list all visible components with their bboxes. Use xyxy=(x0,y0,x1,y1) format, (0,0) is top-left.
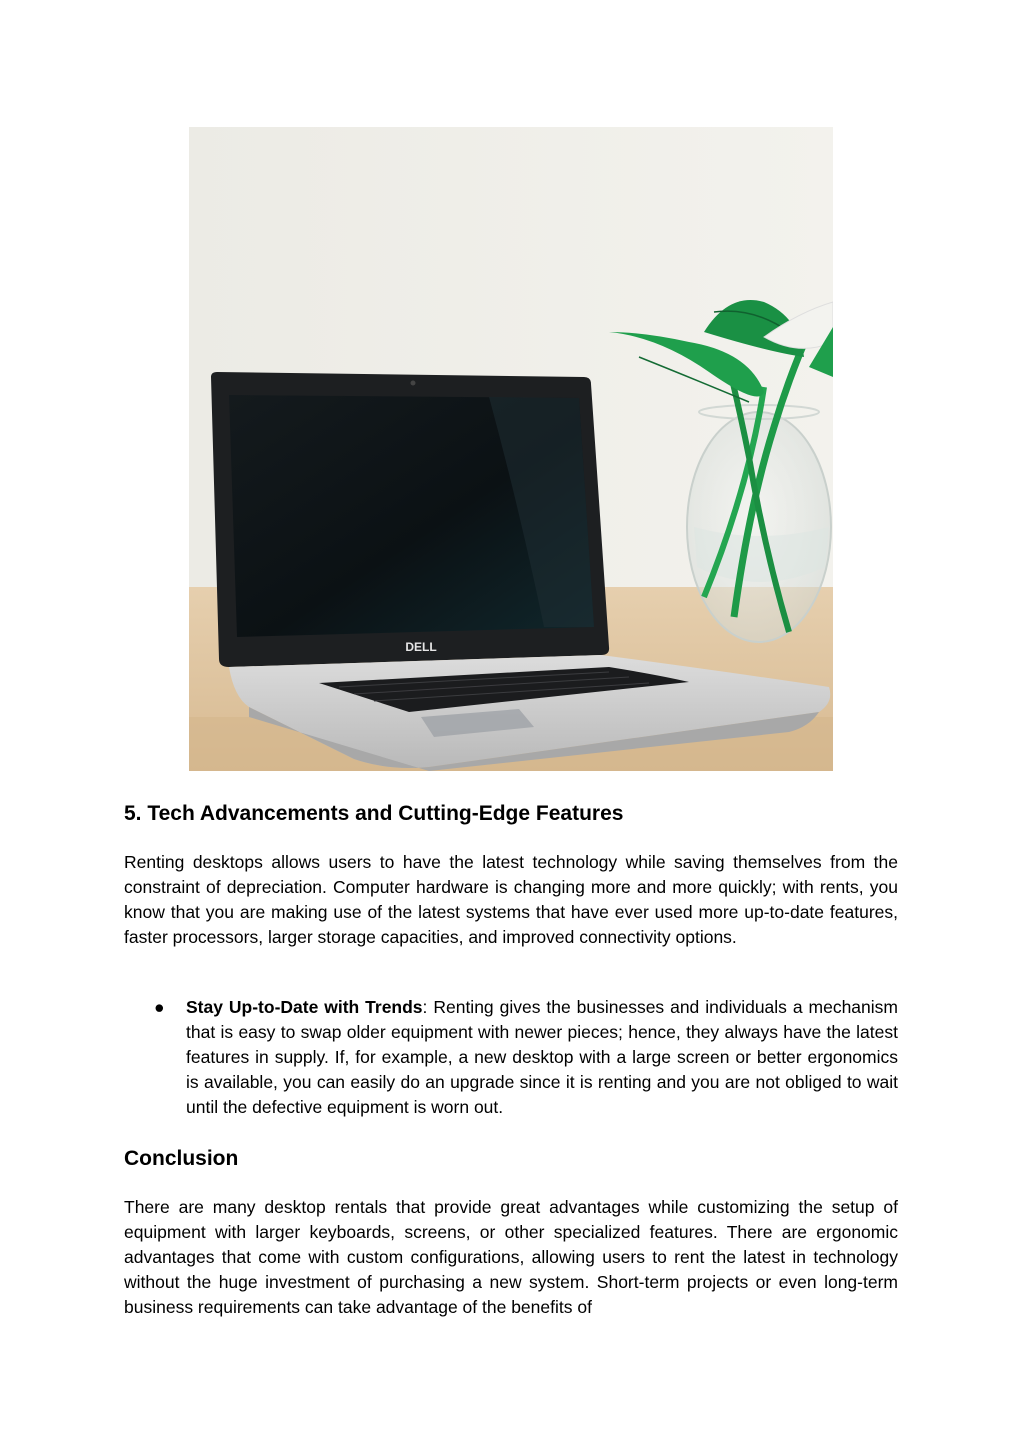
bullet-title: Stay Up-to-Date with Trends xyxy=(186,997,423,1017)
laptop-logo: DELL xyxy=(405,640,437,654)
bullet-separator: : xyxy=(422,997,428,1017)
laptop-with-plant-photo xyxy=(189,127,833,771)
bullet-text xyxy=(186,995,898,1120)
bullet-icon: ● xyxy=(154,997,165,1017)
section-heading: 5. Tech Advancements and Cutting-Edge Features xyxy=(124,802,624,825)
bullet-body: Renting gives the businesses and individuals a mechanism that is easy to swap older equipment with newer pieces; hence, they always have the latest features in supply. If, for example, a new desktop with a large screen or better ergonomics is available, you can easily do an upgrade since it is renting and you are not obliged to wait until the defective equipment is worn out. xyxy=(186,997,898,1117)
list-item xyxy=(124,995,898,1120)
conclusion-paragraph: There are many desktop rentals that provide great advantages while customizing the setup of equipment with larger keyboards, screens, or other specialized features. There are ergonomic advantages that come with custom configurations, allowing users to rent the latest in technology without the huge investment of purchasing a new system. Short-term projects or even long-term business requirements can take advantage of the benefits of xyxy=(124,1197,898,1317)
section-paragraph: Renting desktops allows users to have the latest technology while saving themselves from the constraint of depreciation. Computer hardware is changing more and more quickly; with rents, you know that you are making use of the latest systems that have ever used more up-to-date features, faster processors, larger storage capacities, and improved connectivity options. xyxy=(124,852,898,947)
conclusion-heading: Conclusion xyxy=(124,1147,239,1170)
